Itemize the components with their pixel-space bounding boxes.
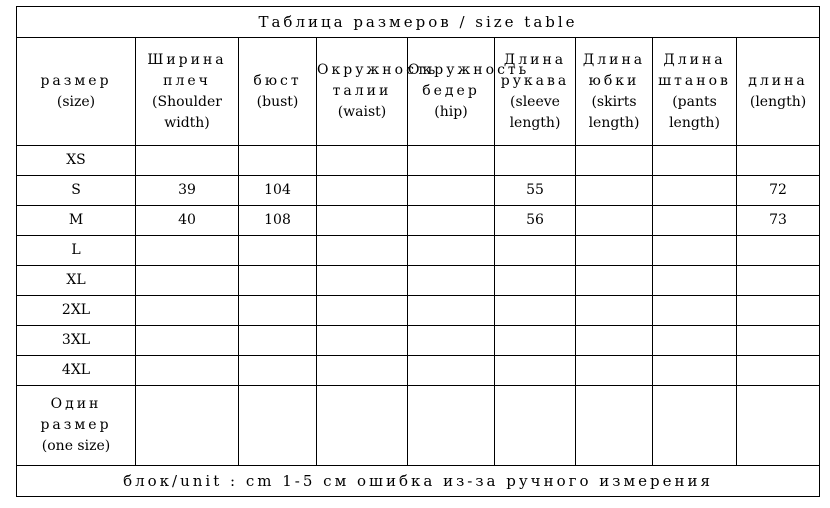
table-row xyxy=(17,146,820,176)
size-label: S xyxy=(17,176,136,206)
table-cell xyxy=(576,176,653,206)
header-waist-ru: Окружность талии xyxy=(317,62,439,99)
table-cell xyxy=(239,266,317,296)
header-sleeve-length-en: (sleeve length) xyxy=(509,93,561,131)
table-cell xyxy=(317,386,408,466)
header-size-en: (size) xyxy=(56,93,96,110)
table-cell xyxy=(495,146,576,176)
size-label: XS xyxy=(17,146,136,176)
header-sleeve-length-ru: Длина рукава xyxy=(500,51,570,89)
table-cell xyxy=(317,206,408,236)
footer-row xyxy=(17,466,820,497)
table-cell: 56 xyxy=(495,206,576,236)
table-cell xyxy=(408,296,495,326)
table-cell xyxy=(239,326,317,356)
header-row xyxy=(17,38,820,146)
header-length-ru: длина xyxy=(748,72,808,89)
table-cell xyxy=(136,236,239,266)
header-length-en: (length) xyxy=(749,93,807,110)
table-cell xyxy=(317,236,408,266)
table-row xyxy=(17,296,820,326)
table-cell: 73 xyxy=(737,206,820,236)
table-cell xyxy=(576,296,653,326)
table-cell xyxy=(495,386,576,466)
table-cell xyxy=(737,296,820,326)
table-cell xyxy=(576,146,653,176)
table-cell xyxy=(136,326,239,356)
header-length xyxy=(737,38,820,146)
header-shoulder-width-en: (Shoulder width) xyxy=(152,93,222,131)
table-cell xyxy=(408,236,495,266)
table-cell: 55 xyxy=(495,176,576,206)
one-size-row xyxy=(17,386,820,466)
header-waist xyxy=(317,38,439,146)
header-sleeve-length xyxy=(495,38,576,146)
table-footer-note: блок/unit : cm 1-5 см ошибка из-за ручного измерения xyxy=(17,466,820,497)
table-cell xyxy=(239,386,317,466)
header-bust-ru: бюст xyxy=(253,72,302,89)
table-cell xyxy=(317,356,408,386)
header-size-ru: размер xyxy=(40,72,112,89)
header-bust-en: (bust) xyxy=(256,93,299,110)
table-cell xyxy=(653,146,737,176)
table-cell xyxy=(653,266,737,296)
table-cell xyxy=(653,356,737,386)
table-cell xyxy=(653,296,737,326)
table-cell: 72 xyxy=(737,176,820,206)
table-row xyxy=(17,236,820,266)
table-cell xyxy=(408,206,495,236)
table-cell xyxy=(653,386,737,466)
size-rows xyxy=(17,146,820,386)
table-cell xyxy=(495,326,576,356)
table-row xyxy=(17,206,820,236)
size-label: 4XL xyxy=(17,356,136,386)
table-cell xyxy=(576,266,653,296)
table-title: Таблица размеров / size table xyxy=(17,7,820,38)
table-cell xyxy=(136,296,239,326)
table-cell xyxy=(576,356,653,386)
table-cell xyxy=(737,146,820,176)
table-cell xyxy=(653,176,737,206)
table-row xyxy=(17,356,820,386)
table-cell: 39 xyxy=(136,176,239,206)
header-size xyxy=(17,38,136,146)
table-cell: 104 xyxy=(239,176,317,206)
table-cell xyxy=(239,356,317,386)
header-waist-en: (waist) xyxy=(337,104,387,120)
size-table xyxy=(16,6,820,497)
one-size-en: (one size) xyxy=(41,438,111,454)
table-cell xyxy=(737,356,820,386)
table-cell xyxy=(495,236,576,266)
size-label: XL xyxy=(17,266,136,296)
one-size-ru: Один размер xyxy=(40,396,112,433)
table-cell: 40 xyxy=(136,206,239,236)
table-cell xyxy=(239,236,317,266)
header-shoulder-width xyxy=(136,38,239,146)
table-cell xyxy=(737,236,820,266)
header-pants-length-en: (pants length) xyxy=(669,93,720,131)
table-cell xyxy=(136,386,239,466)
header-pants-length xyxy=(653,38,737,146)
table-row xyxy=(17,176,820,206)
table-cell xyxy=(408,176,495,206)
table-cell xyxy=(576,206,653,236)
size-label: 2XL xyxy=(17,296,136,326)
table-cell xyxy=(317,266,408,296)
table-cell xyxy=(408,386,495,466)
table-cell xyxy=(408,356,495,386)
header-skirts-length-ru: Длина юбки xyxy=(582,51,646,89)
table-cell xyxy=(408,146,495,176)
header-hip xyxy=(408,38,530,146)
header-bust xyxy=(239,38,317,146)
table-cell xyxy=(317,176,408,206)
table-cell xyxy=(737,326,820,356)
table-cell xyxy=(576,326,653,356)
header-hip-ru: Окружность бедер xyxy=(408,62,530,99)
table-cell xyxy=(136,266,239,296)
table-cell xyxy=(653,326,737,356)
table-cell xyxy=(495,296,576,326)
size-label: M xyxy=(17,206,136,236)
table-cell xyxy=(495,356,576,386)
table-cell xyxy=(136,146,239,176)
table-cell xyxy=(576,386,653,466)
table-cell xyxy=(495,266,576,296)
table-cell xyxy=(408,266,495,296)
title-row xyxy=(17,7,820,38)
table-row xyxy=(17,326,820,356)
header-pants-length-ru: Длина штанов xyxy=(658,51,731,89)
table-cell xyxy=(737,266,820,296)
size-label: L xyxy=(17,236,136,266)
header-skirts-length xyxy=(576,38,653,146)
header-shoulder-width-ru: Ширина плеч xyxy=(147,51,227,89)
table-cell xyxy=(653,206,737,236)
header-hip-en: (hip) xyxy=(434,104,468,120)
table-cell xyxy=(576,236,653,266)
header-skirts-length-en: (skirts length) xyxy=(588,93,640,131)
table-cell xyxy=(737,386,820,466)
size-label: 3XL xyxy=(17,326,136,356)
table-row xyxy=(17,266,820,296)
table-cell xyxy=(317,326,408,356)
table-cell xyxy=(239,296,317,326)
table-cell xyxy=(317,146,408,176)
table-cell xyxy=(653,236,737,266)
one-size-label xyxy=(17,386,136,466)
table-cell xyxy=(408,326,495,356)
table-cell: 108 xyxy=(239,206,317,236)
table-cell xyxy=(317,296,408,326)
table-cell xyxy=(239,146,317,176)
table-cell xyxy=(136,356,239,386)
